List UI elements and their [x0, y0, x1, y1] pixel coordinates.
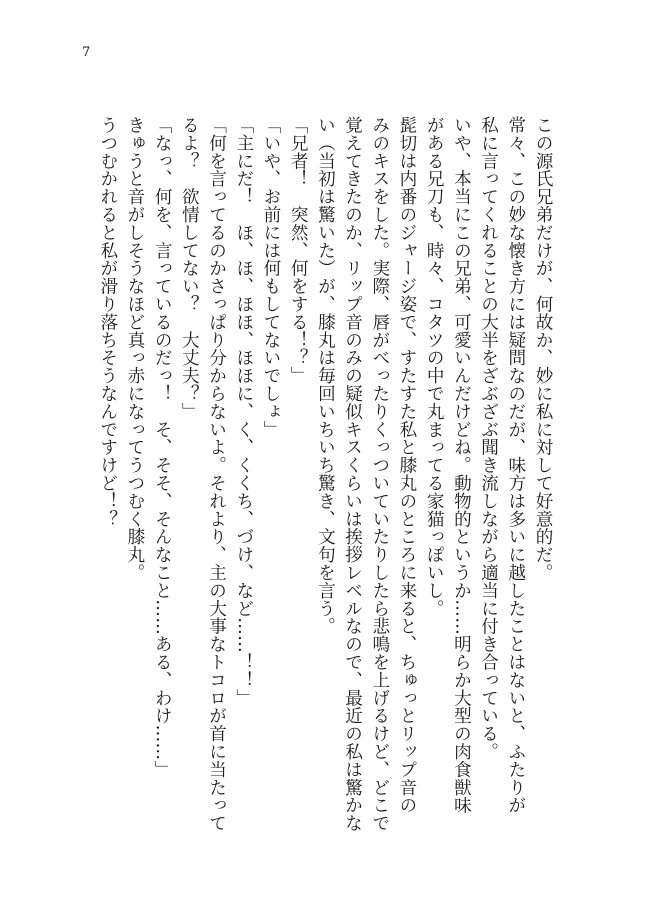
text-line: この源氏兄弟だけが、何故か、妙に私に対して好意的だ。 — [533, 116, 553, 582]
text-line: きゅうと音がしそうなほど真っ赤になってうつむく膝丸。 — [124, 116, 145, 582]
vertical-text-body — [94, 116, 556, 876]
text-line: 常々、この妙な懐き方には疑問なのだが、味方は多いに越したことはないと、ふたりが — [505, 116, 526, 815]
text-line: 髭切は内番のジャージ姿で、すたすた私と膝丸のところに来ると、ちゅっとリップ音の — [396, 116, 417, 815]
text-line: 「なっ、何を、言っているのだっ！ そ、そそ、そんなこと……ある、わけ……」 — [152, 116, 173, 779]
text-line: 「何を言ってるのかさっぱり分からないよ。それより、主の大事なトコロが首に当たって — [206, 116, 227, 832]
page-number: 7 — [82, 45, 91, 60]
text-line: るよ？ 欲情してない？ 大丈夫？」 — [179, 116, 200, 421]
text-line: いや、本当にこの兄弟、可愛いんだけどね。動物的というか……明らか大型の肉食獣味 — [451, 116, 472, 815]
text-line: 「兄者！ 突然、何をする！？」 — [288, 116, 309, 385]
text-line: うつむかれると私が滑り落ちそうなんですけど！？ — [97, 116, 118, 528]
text-line: 「主にだ！ ほ、ほ、ほほ、ほほに、く、くくち、づけ、など……！！」 — [233, 116, 254, 707]
text-line: 「いや、お前には何もしてないでしょ」 — [260, 116, 281, 439]
text-line: みのキスをした。実際、唇がべったりくっついていたりしたら悲鳴を上げるけど、どこで — [369, 116, 390, 832]
text-line: 覚えてきたのか、リップ音のみの疑似キスくらいは挨拶レベルなので、最近の私は驚かな — [342, 116, 363, 832]
text-line: がある兄刀も、時々、コタツの中で丸まってる家猫っぽいし。 — [424, 116, 445, 618]
text-line: 私に言ってくれることの大半をざぶざぶ聞き流しながら適当に付き合っている。 — [478, 116, 499, 761]
text-line: い（当初は驚いた）が、膝丸は毎回いちいち驚き、文句を言う。 — [315, 116, 336, 636]
